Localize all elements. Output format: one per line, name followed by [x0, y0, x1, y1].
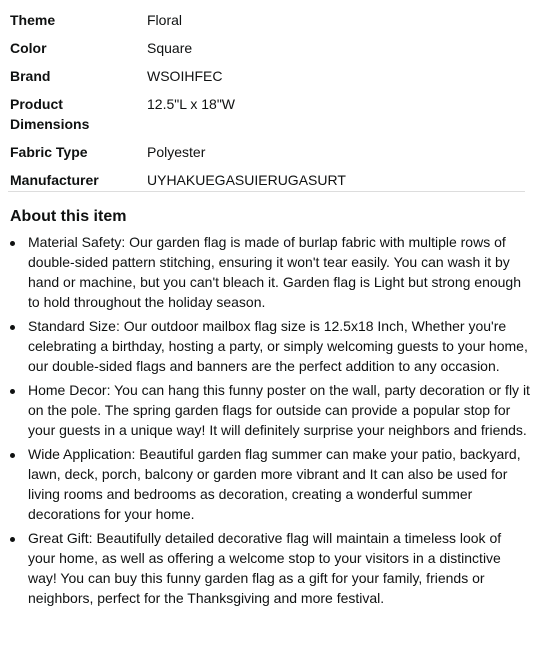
- section-divider: [8, 191, 525, 192]
- spec-value: WSOIHFEC: [147, 68, 223, 84]
- spec-row-manufacturer: [10, 170, 540, 190]
- spec-value: Polyester: [147, 144, 206, 160]
- about-bullets-list: [10, 232, 530, 612]
- spec-value: Square: [147, 40, 193, 56]
- spec-label: Product Dimensions: [10, 96, 90, 132]
- spec-value: 12.5"L x 18"W: [147, 96, 236, 112]
- bullet-dot-icon: [10, 325, 15, 330]
- spec-value: UYHAKUEGASUIERUGASURT: [147, 172, 346, 188]
- about-bullet-text: Great Gift: Beautifully detailed decorative flag will maintain a timeless look of your home, as well as offering a welcome stop to your visitors in a distinctive way! You can buy this funny garden flag as a gift for your family, friends or neighbors, perfect for the Thanksgiving and more festival.: [28, 530, 502, 606]
- spec-value: Floral: [147, 12, 183, 28]
- about-bullet-text: Wide Application: Beautiful garden flag summer can make your patio, backyard, lawn, deck, porch, balcony or garden more vibrant and It can also be used for living rooms and bedrooms as decoration, creating a wonderful summer decorations for your home.: [28, 446, 521, 522]
- spec-label: Color: [10, 40, 47, 56]
- bullet-dot-icon: [10, 389, 15, 394]
- spec-label: Manufacturer: [10, 172, 99, 188]
- spec-row-color: [10, 38, 540, 58]
- about-bullet-item: [10, 444, 530, 524]
- spec-label: Brand: [10, 68, 51, 84]
- about-bullet-item: [10, 316, 530, 376]
- about-bullet-text: Material Safety: Our garden flag is made of burlap fabric with multiple rows of double-sided pattern stitching, ensuring it won't tear easily. You can wash it by hand or machine, but you can't bleach it. Garden flag is Light but strong enough to hold throughout the holiday season.: [28, 234, 521, 310]
- spec-label: Fabric Type: [10, 144, 88, 160]
- spec-row-product-dimensions: [10, 94, 540, 134]
- about-this-item-heading: About this item: [10, 208, 127, 225]
- spec-row-brand: [10, 66, 540, 86]
- about-bullet-item: [10, 380, 530, 440]
- bullet-dot-icon: [10, 241, 15, 246]
- about-bullet-item: [10, 528, 530, 608]
- bullet-dot-icon: [10, 537, 15, 542]
- spec-row-theme: [10, 10, 540, 30]
- about-bullet-text: Home Decor: You can hang this funny poster on the wall, party decoration or fly it on the pole. The spring garden flags for outside can provide a popular stop for your guests in a unique way! It will definitely surprise your neighbors and friends.: [28, 382, 530, 438]
- about-bullet-text: Standard Size: Our outdoor mailbox flag size is 12.5x18 Inch, Whether you're celebrating a birthday, hosting a party, or simply welcoming guests to your home, our double-sided flags and banners are the perfect addition to any occasion.: [28, 318, 528, 374]
- about-bullet-item: [10, 232, 530, 312]
- bullet-dot-icon: [10, 453, 15, 458]
- spec-label: Theme: [10, 12, 56, 28]
- product-specs-table: [10, 10, 540, 198]
- spec-row-fabric-type: [10, 142, 540, 162]
